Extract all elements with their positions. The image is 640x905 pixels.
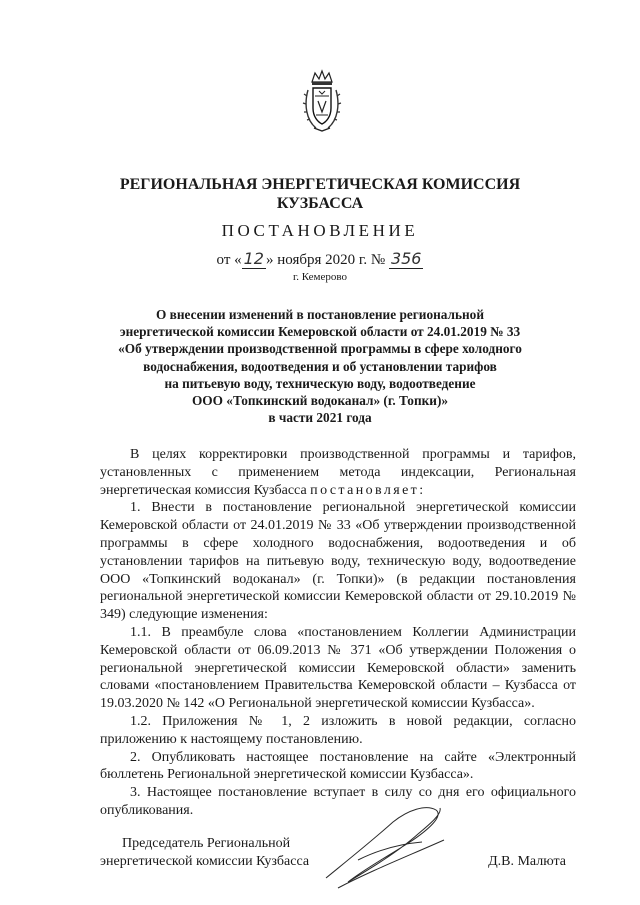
title-line: ООО «Топкинский водоканал» (г. Топки)» xyxy=(191,393,449,409)
paragraph-1: 1. Внести в постановление региональной энергетической комиссии Кемеровской области от 24.01.2019 № 33 «Об утверждении производственной программы в сфере холодного водоснабжения, водоотведения и об установлении тарифов на питьевую воду, техническую воду, водоотведение ООО «Топкинский водоканал» (г. Топки)» (в редакции постановления региональной энергетической комиссии Кемеровской области от 29.10.2019 № 349) следующие изменения: xyxy=(100,500,576,623)
title-line: «Об утверждении производственной программы в сфере холодного xyxy=(118,341,522,357)
title-line: на питьевую воду, техническую воду, водоотведение xyxy=(164,375,476,391)
document-title xyxy=(86,306,554,426)
document-body xyxy=(100,446,576,820)
organization-name-line2: КУЗБАССА xyxy=(276,195,364,212)
document-type: ПОСТАНОВЛЕНИЕ xyxy=(221,221,419,240)
paragraph-1-1: 1.1. В преамбуле слова «постановлением Коллегии Администрации Кемеровской области от 06.09.2013 № 371 «Об утверждении Положения о региональной энергетической комиссии Кемеровской области» заменить словами «постановлением Правительства Кемеровской области – Кузбасса от 19.03.2020 № 142 «О Региональной энергетической комиссии Кузбасса». xyxy=(100,624,576,712)
document-number: 356 xyxy=(390,249,422,268)
organization-name-line1: РЕГИОНАЛЬНАЯ ЭНЕРГЕТИЧЕСКАЯ КОМИССИЯ xyxy=(119,176,521,193)
decree-word: постановляет: xyxy=(310,482,426,498)
title-line: О внесении изменений в постановление региональной xyxy=(156,307,484,322)
document-date-line xyxy=(70,250,570,269)
title-line: энергетической комиссии Кемеровской области от 24.01.2019 № 33 xyxy=(119,324,521,340)
intro-text: В целях корректировки производственной программы и тарифов, установленных с применением метода индексации, Региональная энергетическая комиссия Кузбасса xyxy=(100,447,576,498)
kuzbass-coat-of-arms-icon xyxy=(302,68,342,134)
signature-block xyxy=(100,835,576,870)
signatory-name: Д.В. Малюта xyxy=(488,854,566,869)
paragraph-2: 2. Опубликовать настоящее постановление на сайте «Электронный бюллетень Региональной энергетической комиссии Кузбасса». xyxy=(100,749,576,783)
title-line: в части 2021 года xyxy=(268,410,372,426)
organization-name xyxy=(70,175,570,213)
city: г. Кемерово xyxy=(292,271,348,283)
date-day: 12 xyxy=(243,249,264,268)
paragraph-3: 3. Настоящее постановление вступает в силу со дня его официального опубликования. xyxy=(100,785,576,818)
signatory-position-line1: Председатель Региональной xyxy=(122,836,291,851)
date-prefix: от « xyxy=(216,252,242,268)
paragraph-1-2: 1.2. Приложения № 1, 2 изложить в новой редакции, согласно приложению к настоящему постановлению. xyxy=(100,713,576,747)
date-suffix: » ноября 2020 г. № xyxy=(265,252,386,268)
title-line: водоснабжения, водоотведения и об установлении тарифов xyxy=(143,358,497,374)
intro-paragraph xyxy=(100,446,576,499)
signatory-position-line2: энергетической комиссии Кузбасса xyxy=(100,853,310,869)
